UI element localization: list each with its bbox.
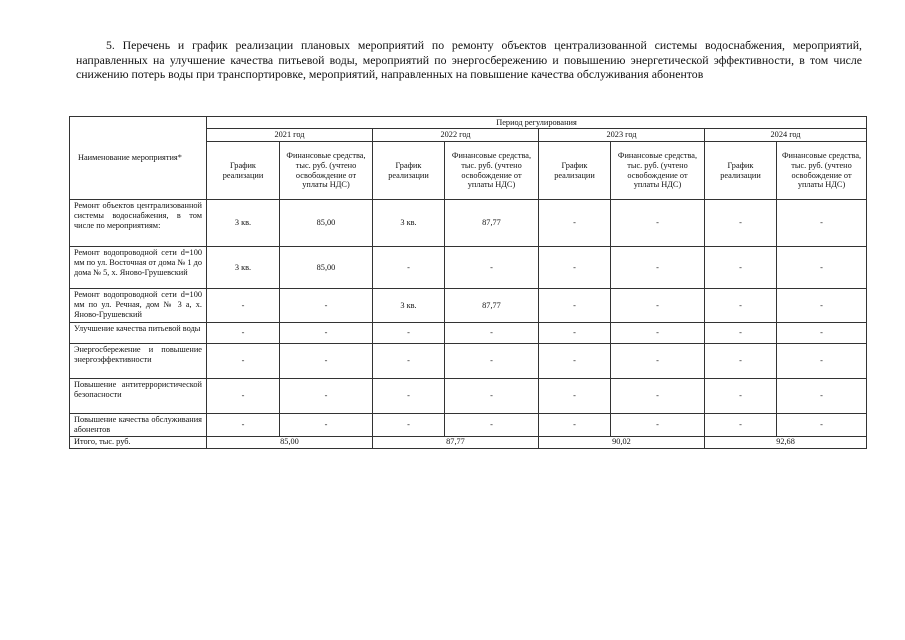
finance-cell: - <box>611 414 705 437</box>
finance-cell: 85,00 <box>280 247 373 289</box>
finance-cell: - <box>445 344 539 379</box>
table-header-row <box>70 117 867 129</box>
finance-cell: - <box>777 289 867 323</box>
finance-cell: 85,00 <box>280 200 373 247</box>
finance-cell: 87,77 <box>445 289 539 323</box>
schedule-cell: - <box>539 379 611 414</box>
finance-cell: - <box>777 344 867 379</box>
year-header: 2021 год <box>207 129 373 142</box>
finance-cell: - <box>445 247 539 289</box>
activity-name-header: Наименование мероприятия* <box>70 117 207 200</box>
table-row <box>70 414 867 437</box>
schedule-cell: 3 кв. <box>207 247 280 289</box>
schedule-cell: - <box>539 414 611 437</box>
schedule-cell: - <box>373 247 445 289</box>
finance-cell: - <box>280 344 373 379</box>
table-row <box>70 200 867 247</box>
schedule-cell: - <box>373 323 445 344</box>
finance-cell: - <box>777 247 867 289</box>
finance-header: Финансовые средства, тыс. руб. (учтено освобождение от уплаты НДС) <box>280 142 373 200</box>
schedule-cell: - <box>207 344 280 379</box>
table-row <box>70 289 867 323</box>
schedule-cell: - <box>373 414 445 437</box>
finance-cell: - <box>445 323 539 344</box>
total-label: Итого, тыс. руб. <box>70 436 207 448</box>
table-row <box>70 344 867 379</box>
schedule-cell: - <box>207 323 280 344</box>
schedule-cell: - <box>705 247 777 289</box>
schedule-cell: - <box>539 247 611 289</box>
finance-cell: - <box>777 414 867 437</box>
activity-name-cell: Энергосбережение и повышение энергоэффективности <box>70 344 207 379</box>
schedule-cell: - <box>705 379 777 414</box>
schedule-cell: 3 кв. <box>373 289 445 323</box>
finance-cell: - <box>611 200 705 247</box>
finance-cell: - <box>611 289 705 323</box>
finance-header: Финансовые средства, тыс. руб. (учтено освобождение от уплаты НДС) <box>445 142 539 200</box>
schedule-cell: - <box>539 344 611 379</box>
activity-name-cell: Улучшение качества питьевой воды <box>70 323 207 344</box>
finance-cell: - <box>611 323 705 344</box>
finance-cell: - <box>445 379 539 414</box>
total-value-cell: 92,68 <box>705 436 867 448</box>
schedule-cell: - <box>539 200 611 247</box>
activity-name-cell: Повышение качества обслуживания абонентов <box>70 414 207 437</box>
schedule-cell: - <box>207 414 280 437</box>
finance-cell: - <box>611 247 705 289</box>
finance-cell: - <box>280 289 373 323</box>
activity-name-cell: Ремонт водопроводной сети d=100 мм по ул. Речная, дом № 3 а, х. Яново-Грушевский <box>70 289 207 323</box>
total-value-cell: 87,77 <box>373 436 539 448</box>
schedule-cell: - <box>373 379 445 414</box>
year-header: 2023 год <box>539 129 705 142</box>
schedule-header: График реализации <box>207 142 280 200</box>
schedule-header: График реализации <box>705 142 777 200</box>
finance-cell: - <box>777 379 867 414</box>
schedule-cell: - <box>705 289 777 323</box>
finance-cell: - <box>280 414 373 437</box>
schedule-cell: - <box>705 323 777 344</box>
finance-header: Финансовые средства, тыс. руб. (учтено освобождение от уплаты НДС) <box>777 142 867 200</box>
table-row <box>70 247 867 289</box>
total-value-cell: 85,00 <box>207 436 373 448</box>
activity-name-cell: Ремонт объектов централизованной системы водоснабжения, в том числе по мероприятиям: <box>70 200 207 247</box>
finance-cell: - <box>777 200 867 247</box>
schedule-header: График реализации <box>539 142 611 200</box>
finance-cell: - <box>445 414 539 437</box>
schedule-cell: - <box>373 344 445 379</box>
activity-name-cell: Ремонт водопроводной сети d=100 мм по ул. Восточная от дома № 1 до дома № 5, х. Яново-Грушевский <box>70 247 207 289</box>
finance-cell: - <box>280 323 373 344</box>
section-heading-paragraph: 5. Перечень и график реализации плановых мероприятий по ремонту объектов централизованной системы водоснабжения, мероприятий, направленных на улучшение качества питьевой воды, мероприятий по энергосбережению и повышению энергетической эффективности, в том числе снижению потерь воды при транспортировке, мероприятий, направленных на повышение качества обслуживания абонентов <box>76 38 862 82</box>
year-header: 2022 год <box>373 129 539 142</box>
total-row <box>70 436 867 448</box>
schedule-cell: - <box>705 200 777 247</box>
table-row <box>70 323 867 344</box>
schedule-cell: 3 кв. <box>373 200 445 247</box>
plan-table-body <box>70 117 867 449</box>
schedule-header: График реализации <box>373 142 445 200</box>
schedule-cell: - <box>207 379 280 414</box>
schedule-cell: 3 кв. <box>207 200 280 247</box>
plan-table <box>69 116 867 449</box>
finance-cell: - <box>777 323 867 344</box>
finance-cell: 87,77 <box>445 200 539 247</box>
activity-name-cell: Повышение антитеррористической безопасности <box>70 379 207 414</box>
schedule-cell: - <box>539 323 611 344</box>
finance-cell: - <box>280 379 373 414</box>
finance-cell: - <box>611 344 705 379</box>
period-header: Период регулирования <box>207 117 867 129</box>
schedule-cell: - <box>539 289 611 323</box>
year-header: 2024 год <box>705 129 867 142</box>
finance-header: Финансовые средства, тыс. руб. (учтено освобождение от уплаты НДС) <box>611 142 705 200</box>
total-value-cell: 90,02 <box>539 436 705 448</box>
finance-cell: - <box>611 379 705 414</box>
table-row <box>70 379 867 414</box>
schedule-cell: - <box>207 289 280 323</box>
schedule-cell: - <box>705 414 777 437</box>
schedule-cell: - <box>705 344 777 379</box>
